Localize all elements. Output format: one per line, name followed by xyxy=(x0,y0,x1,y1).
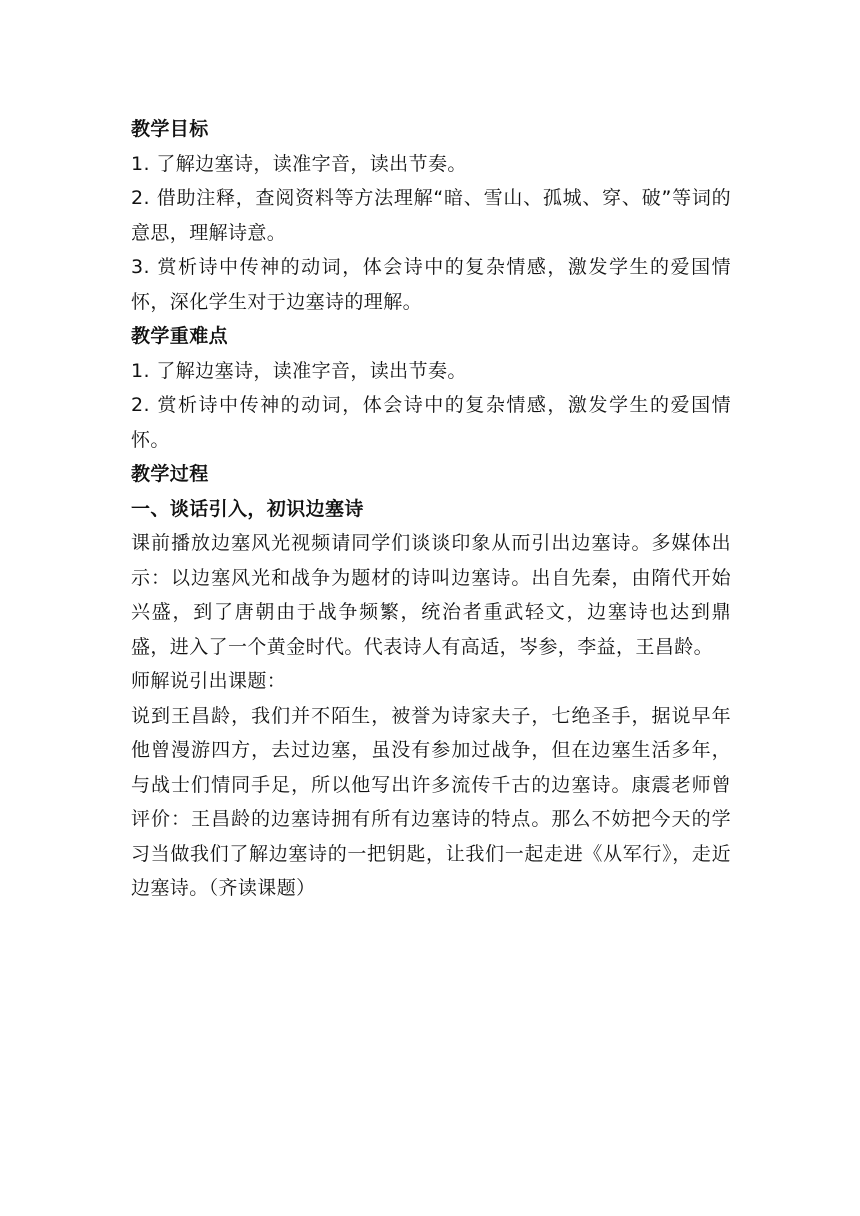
goal-item-2: 2. 借助注释，查阅资料等方法理解“暗、雪山、孤城、穿、破”等词的意思，理解诗意。 xyxy=(131,187,731,244)
step1-paragraph-intro: 课前播放边塞风光视频请同学们谈谈印象从而引出边塞诗。多媒体出示：以边塞风光和战争为题材的诗叫边塞诗。出自先秦，由隋代开始兴盛，到了唐朝由于战争频繁，统治者重武轻文，边塞诗也达到鼎盛，进入了一个黄金时代。代表诗人有高适，岑参，李益，王昌龄。 xyxy=(131,532,731,658)
key-point-item-1: 1. 了解边塞诗，读准字音，读出节奏。 xyxy=(131,359,467,382)
goals-heading: 教学目标 xyxy=(131,118,209,140)
step1-paragraph-lead: 师解说引出课题： xyxy=(131,670,287,692)
key-points-heading: 教学重难点 xyxy=(131,325,229,347)
goal-item-1: 1. 了解边塞诗，读准字音，读出节奏。 xyxy=(131,152,467,175)
step1-heading: 一、谈话引入，初识边塞诗 xyxy=(131,497,364,520)
document-body xyxy=(131,112,731,906)
step1-paragraph-wangchangling: 说到王昌龄，我们并不陌生，被誉为诗家夫子，七绝圣手，据说早年他曾漫游四方，去过边塞，虽没有参加过战争，但在边塞生活多年，与战士们情同手足，所以他写出许多流传千古的边塞诗。康震老师曾评价：王昌龄的边塞诗拥有所有边塞诗的特点。那么不妨把今天的学习当做我们了解边塞诗的一把钥匙，让我们一起走进《从军行》，走近边塞诗。（齐读课题） xyxy=(131,704,731,899)
goal-item-3: 3. 赏析诗中传神的动词，体会诗中的复杂情感，激发学生的爱国情怀，深化学生对于边塞诗的理解。 xyxy=(131,256,731,313)
key-point-item-2: 2. 赏析诗中传神的动词，体会诗中的复杂情感，激发学生的爱国情怀。 xyxy=(131,394,731,451)
process-heading: 教学过程 xyxy=(131,463,209,485)
